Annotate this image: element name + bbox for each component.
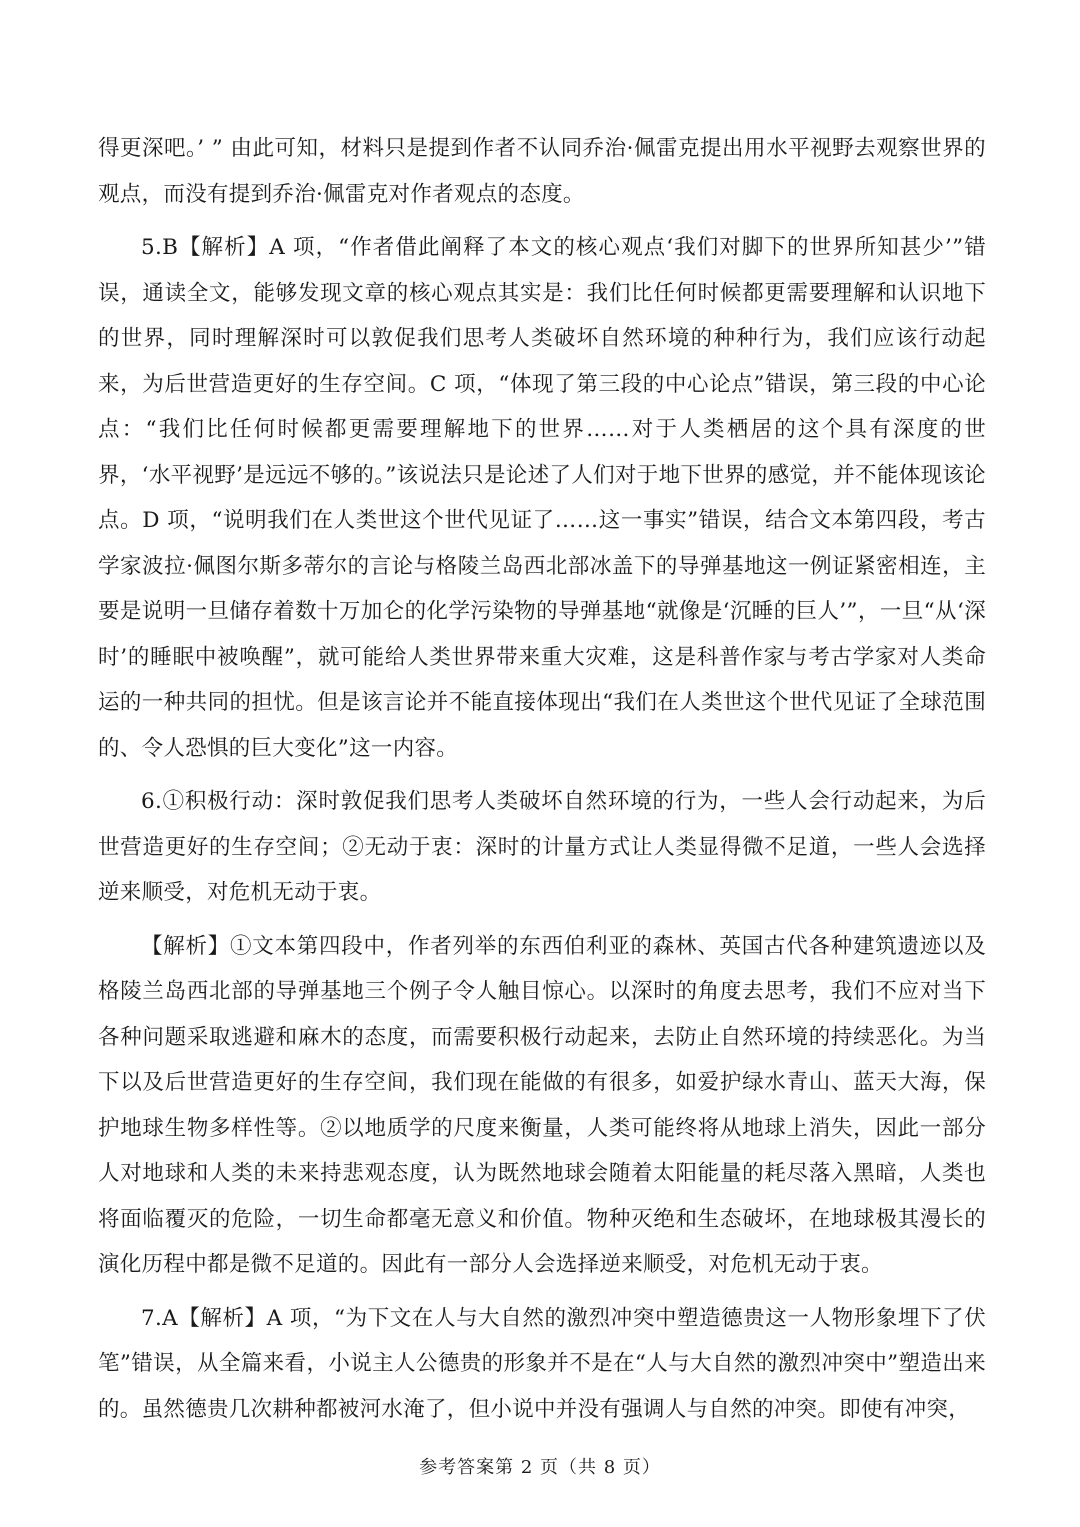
page-footer: 参考答案第 2 页（共 8 页） bbox=[419, 1457, 661, 1478]
paragraph-answer-6: 6.①积极行动：深时敦促我们思考人类破坏自然环境的行为，一些人会行动起来，为后世营造更好的生存空间；②无动于衷：深时的计量方式让人类显得微不足道，一些人会选择逆来顺受，对危机无动于衷。 bbox=[98, 789, 986, 905]
answer-body bbox=[98, 126, 986, 1432]
paragraph-answer-7: 7.A【解析】A 项，“为下文在人与大自然的激烈冲突中塑造德贵这一人物形象埋下了伏笔”错误，从全篇来看，小说主人公德贵的形象并不是在“人与大自然的激烈冲突中”塑造出来的。虽然德贵几次耕种都被河水淹了，但小说中并没有强调人与自然的冲突。即使有冲突， bbox=[98, 1305, 986, 1422]
paragraph-continuation: 得更深吧。’ ” 由此可知，材料只是提到作者不认同乔治·佩雷克提出用水平视野去观察世界的观点，而没有提到乔治·佩雷克对作者观点的态度。 bbox=[98, 136, 986, 207]
paragraph-answer-5: 5.B【解析】A 项，“作者借此阐释了本文的核心观点‘我们对脚下的世界所知甚少’”错误，通读全文，能够发现文章的核心观点其实是：我们比任何时候都更需要理解和认识地下的世界，同时理解深时可以敦促我们思考人类破坏自然环境的种种行为，我们应该行动起来，为后世营造更好的生存空间。C 项，“体现了第三段的中心论点”错误，第三段的中心论点：“我们比任何时候都更需要理解地下的世界……对于人类栖居的这个具有深度的世界，‘水平视野’是远远不够的。”该说法只是论述了人们对于地下世界的感觉，并不能体现该论点。D 项，“说明我们在人类世这个世代见证了……这一事实”错误，结合文本第四段，考古学家波拉·佩图尔斯多蒂尔的言论与格陵兰岛西北部冰盖下的导弹基地这一例证紧密相连，主要是说明一旦储存着数十万加仑的化学污染物的导弹基地“就像是‘沉睡的巨人’”，一旦“从‘深时’的睡眠中被唤醒”，就可能给人类世界带来重大灾难，这是科普作家与考古学家对人类命运的一种共同的担忧。但是该言论并不能直接体现出“我们在人类世这个世代见证了全球范围的、令人恐惧的巨大变化”这一内容。 bbox=[98, 235, 986, 761]
paragraph-answer-6-analysis: 【解析】①文本第四段中，作者列举的东西伯利亚的森林、英国古代各种建筑遗迹以及格陵兰岛西北部的导弹基地三个例子令人触目惊心。以深时的角度去思考，我们不应对当下各种问题采取逃避和麻木的态度，而需要积极行动起来，去防止自然环境的持续恶化。为当下以及后世营造更好的生存空间，我们现在能做的有很多，如爱护绿水青山、蓝天大海，保护地球生物多样性等。②以地质学的尺度来衡量，人类可能终将从地球上消失，因此一部分人对地球和人类的未来持悲观态度，认为既然地球会随着太阳能量的耗尽落入黑暗，人类也将面临覆灭的危险，一切生命都毫无意义和价值。物种灭绝和生态破坏，在地球极其漫长的演化历程中都是微不足道的。因此有一部分人会选择逆来顺受，对危机无动于衷。 bbox=[98, 933, 986, 1277]
